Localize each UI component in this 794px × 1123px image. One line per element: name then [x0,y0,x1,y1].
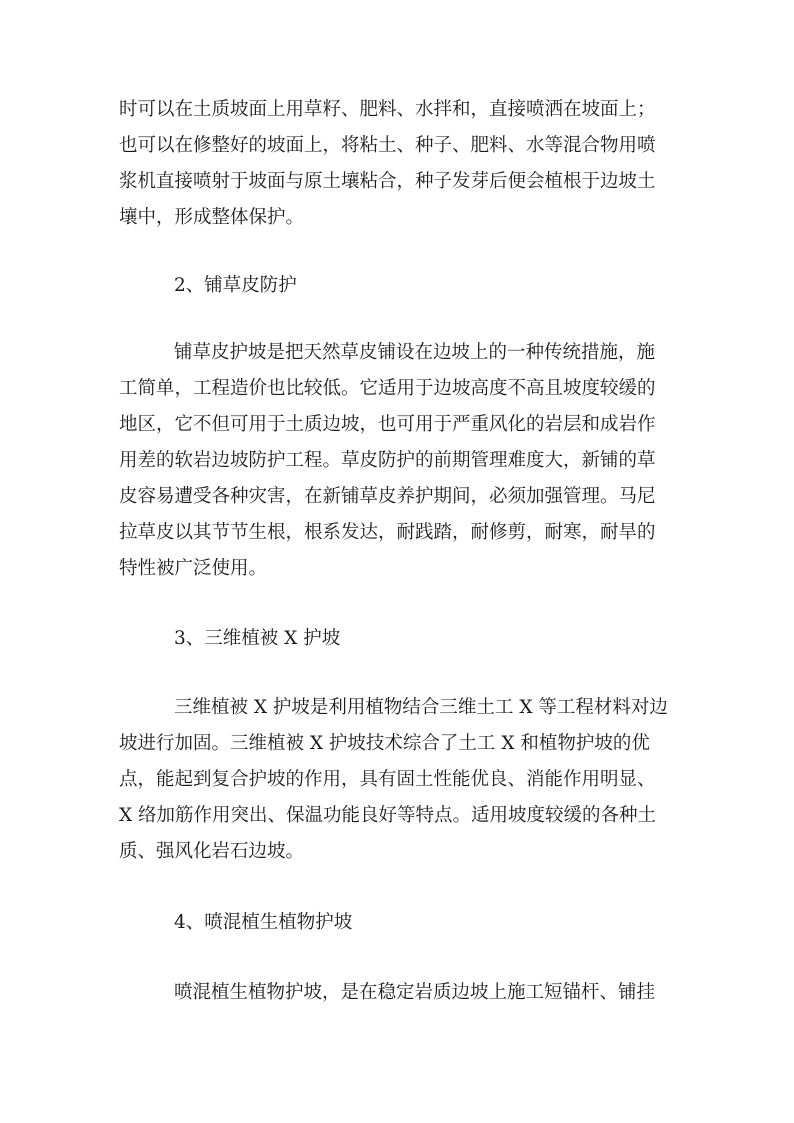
paragraph-line: 工简单，工程造价也比较低。它适用于边坡高度不高且坡度较缓的 [119,378,656,399]
paragraph-line: 地区，它不但可用于土质边坡，也可用于严重风化的岩层和成岩作 [119,414,656,435]
paragraph-line: 铺草皮护坡是把天然草皮铺设在边坡上的一种传统措施，施 [174,342,656,363]
paragraph-line: 点，能起到复合护坡的作用，具有固土性能优良、消能作用明显、 [119,769,656,790]
paragraph-line: 皮容易遭受各种灾害，在新铺草皮养护期间，必须加强管理。马尼 [119,486,656,507]
paragraph-line: X 络加筋作用突出、保温功能良好等特点。适用坡度较缓的各种土 [119,805,657,826]
paragraph-line: 时可以在土质坡面上用草籽、肥料、水拌和，直接喷洒在坡面上； [119,99,656,120]
paragraph-line: 喷混植生植物护坡，是在稳定岩质边坡上施工短锚杆、铺挂 [174,982,656,1003]
paragraph-turf-protection [119,335,675,587]
paragraph-line: 也可以在修整好的坡面上，将粘土、种子、肥料、水等混合物用喷 [119,135,656,156]
section-heading-turf-protection: 2、铺草皮防护 [174,275,297,296]
paragraph-line: 用差的软岩边坡防护工程。草皮防护的前期管理难度大，新铺的草 [119,450,656,471]
paragraph-line: 壤中，形成整体保护。 [119,207,305,228]
paragraph-line: 坡进行加固。三维植被 X 护坡技术综合了土工 X 和植物护坡的优 [119,733,650,754]
paragraph-spray-planting [119,975,675,1011]
paragraph-line: 质、强风化岩石边坡。 [119,841,305,862]
paragraph-3d-vegetation [119,690,675,870]
paragraph-line: 三维植被 X 护坡是利用植物结合三维土工 X 等工程材料对边 [174,697,668,718]
section-heading-spray-planting: 4、喷混植生植物护坡 [174,912,353,933]
paragraph-line: 浆机直接喷射于坡面与原土壤粘合，种子发芽后便会植根于边坡土 [119,171,656,192]
section-heading-3d-vegetation: 3、三维植被 X 护坡 [174,628,341,649]
paragraph-line: 拉草皮以其节节生根，根系发达，耐践踏，耐修剪，耐寒，耐旱的 [119,522,656,543]
paragraph-seeding-spray [119,92,675,236]
paragraph-line: 特性被广泛使用。 [119,558,268,579]
